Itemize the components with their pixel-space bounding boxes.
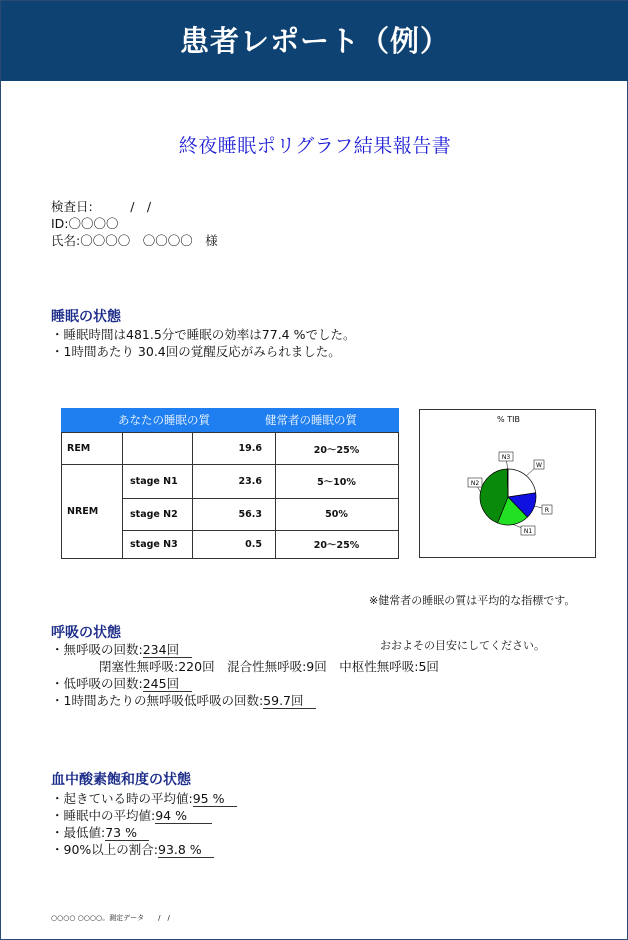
apnea-prefix: ・無呼吸の回数:: [51, 642, 143, 657]
exam-date: 検査日: / /: [51, 199, 152, 214]
apnea-line: [51, 641, 439, 658]
sleep-avg-value: 94 %: [155, 808, 212, 823]
sleep-state-title: 睡眠の状態: [51, 309, 121, 325]
table-healthy: 5〜10%: [317, 477, 356, 488]
breathing-title: 呼吸の状態: [51, 625, 121, 641]
hypopnea-prefix: ・低呼吸の回数:: [51, 676, 143, 691]
oxygen-title: 血中酸素飽和度の状態: [51, 772, 191, 788]
ahi-line: [51, 692, 439, 709]
patient-id: ID:〇〇〇〇: [51, 216, 119, 231]
table-healthy: 20〜25%: [313, 444, 360, 456]
over90-value: 93.8 %: [158, 842, 215, 857]
table-vline: [122, 433, 123, 558]
table-healthy: 20〜25%: [313, 540, 360, 551]
sleep-avg-prefix: ・睡眠中の平均値:: [51, 808, 156, 823]
table-note-line2: おおよその目安にしてください。: [369, 639, 545, 652]
arousal-line: ・1時間あたり 30.4回の覚醒反応がみられました。: [51, 344, 341, 359]
chart-title: % TIB: [497, 415, 520, 424]
report-banner: 患者レポート（例）: [1, 1, 628, 81]
sleep-state-lines: [51, 326, 355, 360]
ahi-value: 59.7回: [263, 693, 317, 708]
min-value: 73 %: [105, 825, 150, 840]
table-value: 56.3: [238, 508, 262, 520]
table-healthy: 50%: [325, 508, 348, 520]
awake-line: [51, 790, 237, 807]
table-value: 19.6: [238, 443, 262, 454]
oxygen-lines: [51, 790, 237, 858]
over90-prefix: ・90%以上の割合:: [51, 842, 158, 857]
table-value: 23.6: [238, 475, 262, 487]
pie-slice-w: [508, 469, 536, 497]
rem-label: REM: [67, 443, 91, 454]
pie-label: N1: [523, 528, 533, 535]
nrem-label: NREM: [67, 505, 99, 517]
patient-name: 氏名:〇〇〇〇 〇〇〇〇 様: [51, 233, 218, 248]
table-value: 0.5: [245, 538, 262, 550]
footer-text: ○○○○ ○○○○。測定データ / /: [51, 914, 170, 922]
table-stage: stage N1: [130, 475, 178, 487]
sleep-table: [61, 432, 399, 559]
awake-value: 95 %: [192, 791, 237, 806]
report-title: 終夜睡眠ポリグラフ結果報告書: [178, 135, 452, 157]
sleep-table-header: [61, 408, 399, 432]
hypopnea-line: [51, 675, 439, 692]
table-note-line1: ※健常者の睡眠の質は平均的な指標です。: [369, 594, 576, 607]
min-line: [51, 824, 237, 841]
awake-prefix: ・起きている時の平均値:: [51, 791, 193, 806]
min-prefix: ・最低値:: [51, 825, 106, 840]
breathing-lines: [51, 641, 439, 709]
pie-label: N2: [470, 480, 480, 487]
ahi-prefix: ・1時間あたりの無呼吸低呼吸の回数:: [51, 693, 264, 708]
tib-chart: [419, 409, 596, 558]
apnea-detail: 閉塞性無呼吸:220回 混合性無呼吸:9回 中枢性無呼吸:5回: [99, 659, 439, 674]
over90-line: [51, 841, 237, 858]
header-healthy: 健常者の睡眠の質: [265, 413, 357, 427]
pie-label: R: [544, 507, 550, 514]
table-stage: stage N3: [130, 538, 178, 550]
patient-info: [51, 198, 218, 249]
apnea-value: 234回: [142, 642, 192, 657]
sleep-time-line: ・睡眠時間は481.5分で睡眠の効率は77.4 %でした。: [51, 327, 356, 342]
header-yours: あなたの睡眠の質: [118, 413, 210, 427]
pie-chart-svg: [420, 410, 597, 559]
pie-label: N3: [501, 454, 511, 461]
pie-label: W: [536, 462, 542, 469]
sleep-avg-line: [51, 807, 237, 824]
hypopnea-value: 245回: [142, 676, 192, 691]
table-stage: stage N2: [130, 508, 178, 520]
